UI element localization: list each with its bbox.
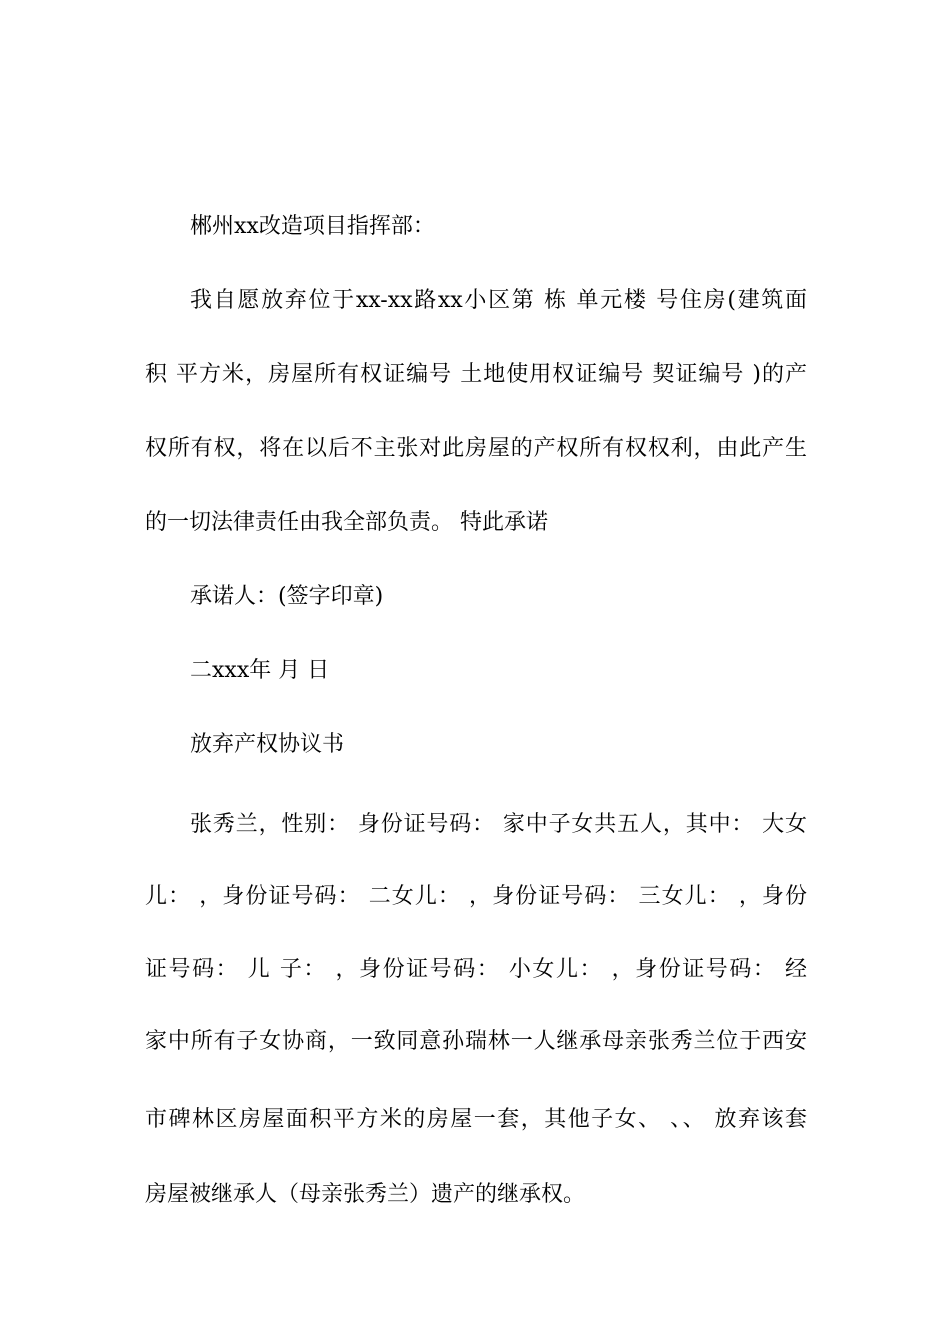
commitment-line-2: 积 平方米，房屋所有权证编号 土地使用权证编号 契证编号 )的产 — [145, 362, 807, 387]
signer-line: 承诺人：(签字印章) — [190, 584, 384, 609]
agreement-line-2: 儿： ，身份证号码： 二女儿： ，身份证号码： 三女儿： ，身份 — [145, 884, 807, 909]
agreement-line-4: 家中所有子女协商，一致同意孙瑞林一人继承母亲张秀兰位于西安 — [145, 1029, 807, 1054]
agreement-title: 放弃产权协议书 — [190, 732, 345, 757]
commitment-line-1: 我自愿放弃位于xx-xx路xx小区第 栋 单元楼 号住房(建筑面 — [190, 288, 807, 313]
agreement-line-5: 市碑林区房屋面积平方米的房屋一套，其他子女、 、、 放弃该套 — [145, 1107, 807, 1132]
agreement-line-6: 房屋被继承人（母亲张秀兰）遗产的继承权。 — [145, 1182, 586, 1207]
commitment-line-3: 权所有权，将在以后不主张对此房屋的产权所有权权利，由此产生 — [145, 436, 807, 461]
agreement-line-1: 张秀兰，性别： 身份证号码： 家中子女共五人，其中： 大女 — [190, 812, 807, 837]
commitment-line-4: 的一切法律责任由我全部负责。 特此承诺 — [145, 510, 548, 535]
addressee: 郴州xx改造项目指挥部： — [190, 214, 435, 239]
date-line: 二xxx年 月 日 — [190, 658, 330, 683]
agreement-line-3: 证号码： 儿 子： ，身份证号码： 小女儿： ，身份证号码： 经 — [145, 957, 807, 982]
